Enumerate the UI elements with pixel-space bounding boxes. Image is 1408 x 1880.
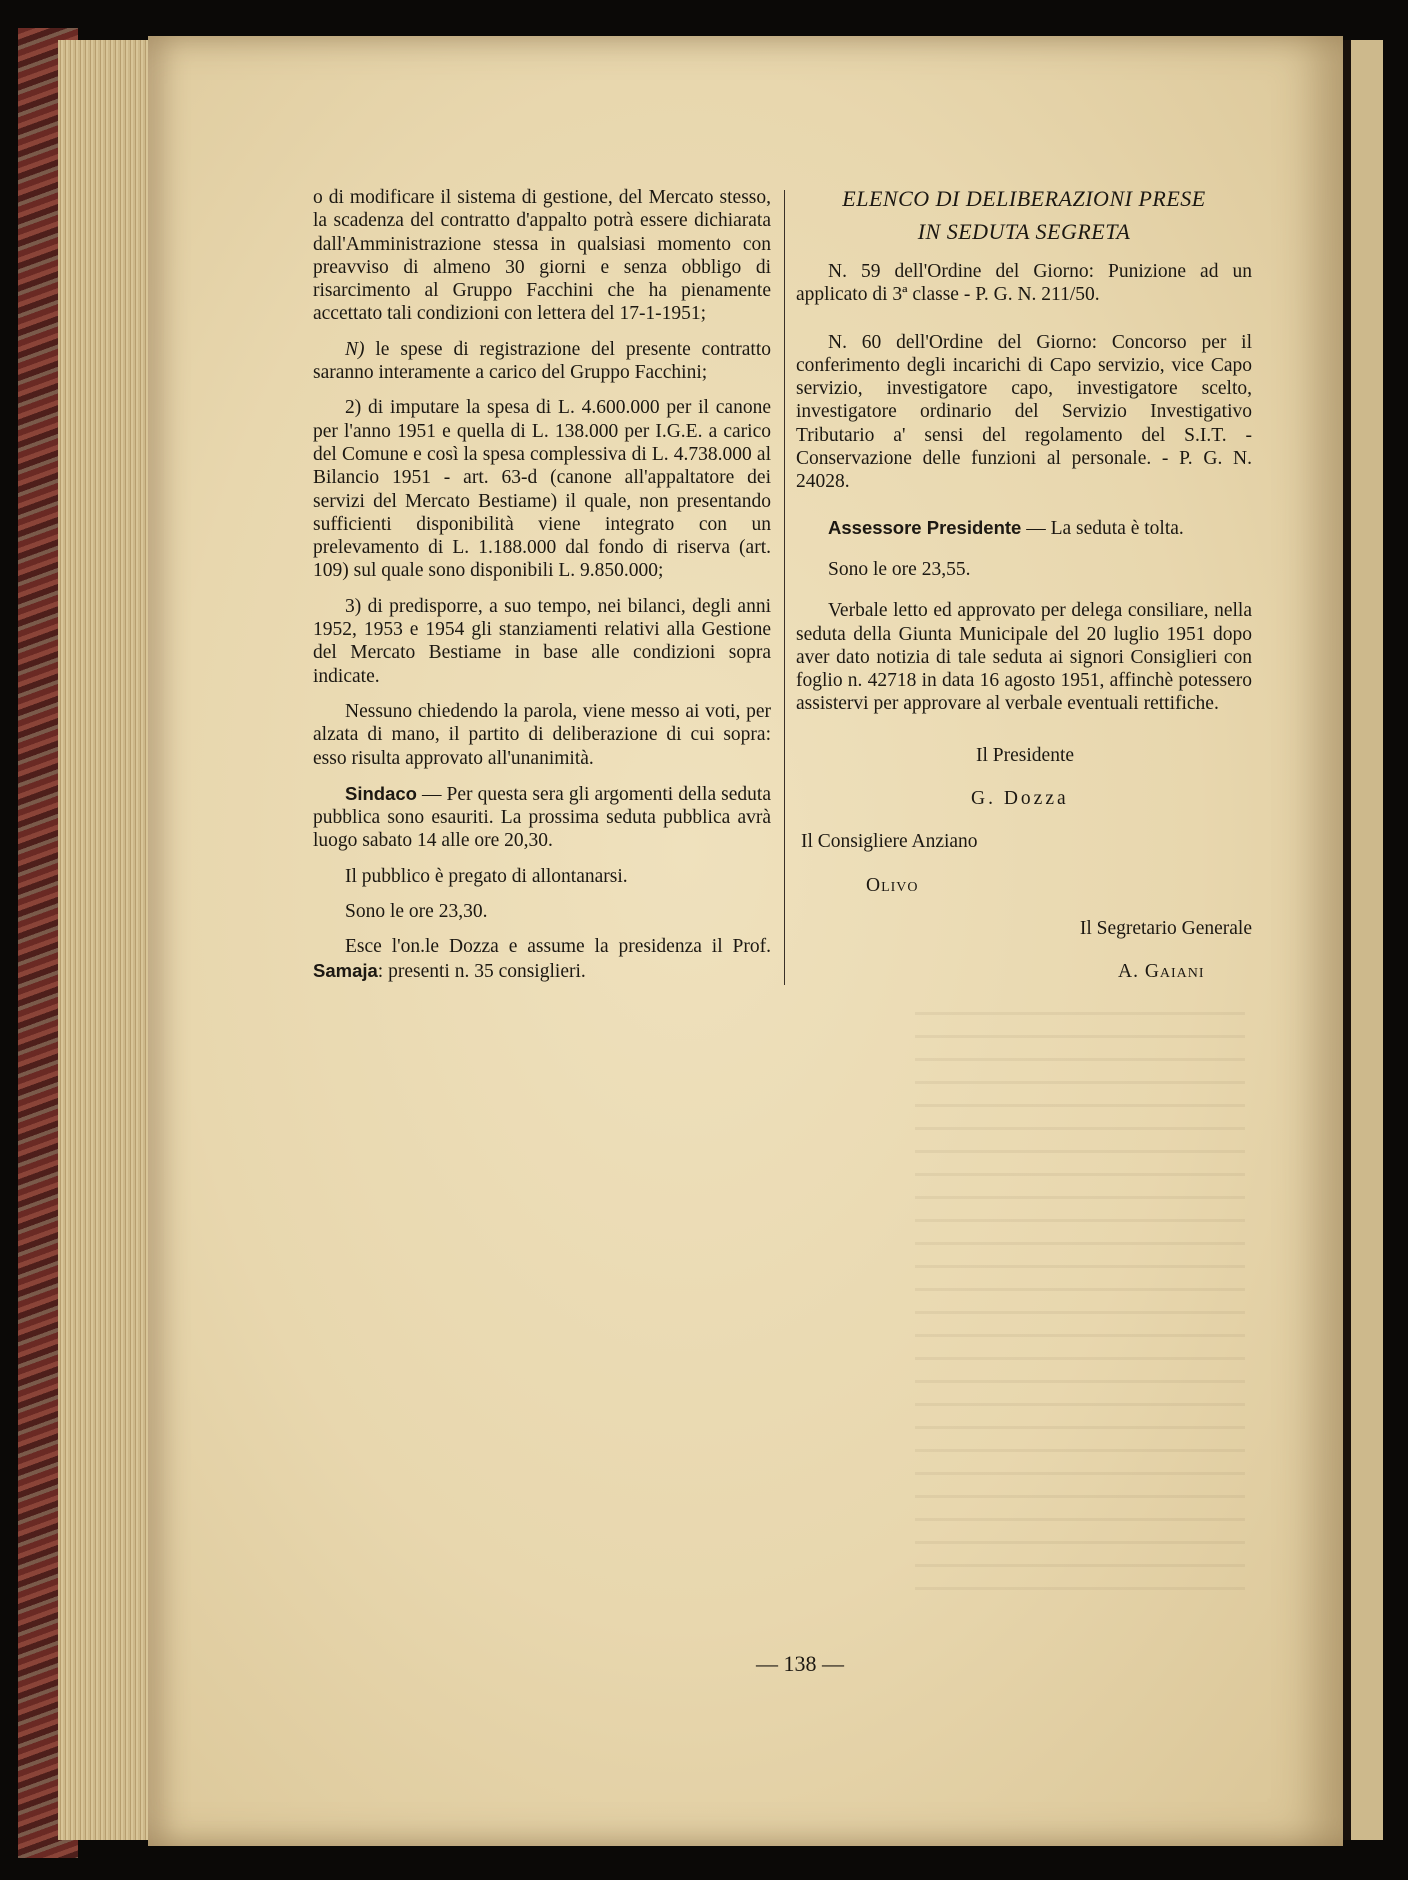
paragraph-contract-termination: o di modificare il sistema di gestione, del Mercato stesso, la scadenza del contratto d'appalto potrà essere dichiarata dall'Amministrazione stessa in qualsiasi momento con preavviso di almeno 30 giorni e senza obbligo di risarcimento al Gruppo Facchini che ha pienamente accettato tali condizioni con lettera del 17-1-1951;: [313, 187, 771, 325]
signature-secretary-title: Il Segretario Generale: [1079, 917, 1252, 939]
signature-anziano-title: Il Consigliere Anziano: [801, 831, 978, 853]
column-divider: [784, 190, 785, 985]
presidency-text-end: : presenti n. 35 consiglieri.: [377, 960, 586, 982]
right-column: [796, 186, 1252, 1004]
paragraph-closing-time: Sono le ore 23,55.: [828, 558, 971, 580]
deliberation-item-60: N. 60 dell'Ordine del Giorno: Concorso per il conferimento degli incarichi di Capo servizio, vice Capo servizio, investigatore capo, investigatore scelto, investigatore ordinario del Servizio Investigativo Tributario a' sensi del regolamento del S.I.T. - Conservazione delle funzioni al personale. - P. G. N. 24028.: [796, 331, 1252, 493]
signature-anziano-name: Olivo: [866, 874, 919, 896]
paragraph-presidency: [313, 935, 771, 983]
samaja-name: Samaja: [313, 959, 378, 981]
presidency-text: Esce l'on.le Dozza e assume la presidenza il Prof.: [345, 936, 771, 958]
item-text: le spese di registrazione del presente contratto saranno interamente a carico del Gruppo Facchini;: [313, 338, 771, 384]
show-through-text: [915, 1000, 1245, 1610]
deliberation-item-59: N. 59 dell'Ordine del Giorno: Punizione ad un applicato di 3ª classe - P. G. N. 211/50.: [796, 261, 1252, 306]
paragraph-vote: Nessuno chiedendo la parola, viene messo ai voti, per alzata di mano, il partito di deliberazione di cui sopra: esso risulta approvato all'unanimità.: [313, 700, 771, 769]
item-label: N): [345, 338, 365, 360]
speaker-name: Assessore Presidente: [828, 516, 1022, 538]
facing-page-edge: [1343, 40, 1383, 1840]
speaker-text: — La seduta è tolta.: [1021, 517, 1184, 539]
paragraph-sindaco: [313, 782, 771, 853]
paragraph-assessore: [796, 516, 1252, 540]
page-stack-edges: [58, 40, 151, 1840]
section-title-line2: IN SEDUTA SEGRETA: [917, 219, 1131, 244]
paragraph-time: Sono le ore 23,30.: [345, 901, 488, 923]
section-title-line1: ELENCO DI DELIBERAZIONI PRESE: [842, 186, 1206, 211]
paragraph-budget-planning: 3) di predisporre, a suo tempo, nei bilanci, degli anni 1952, 1953 e 1954 gli stanziamenti relativi alla Gestione del Mercato Bestiame in base alle condizioni sopra indicate.: [313, 595, 771, 687]
section-title: [796, 182, 1252, 248]
left-column: [313, 186, 771, 995]
speaker-text: — Per questa sera gli argomenti della seduta pubblica sono esauriti. La prossima seduta pubblica avrà luogo sabato 14 alle ore 20,30.: [313, 783, 771, 852]
paragraph-public-dismissed: Il pubblico è pregato di allontanarsi.: [345, 865, 628, 887]
paragraph-registration-costs: [313, 338, 771, 385]
paragraph-expense-allocation: 2) di imputare la spesa di L. 4.600.000 per il canone per l'anno 1951 e quella di L. 138.000 per I.G.E. a carico del Comune e così la spesa complessiva di L. 4.738.000 al Bilancio 1951 - art. 63-d (canone all'appaltatore dei servizi del Mercato Bestiame) il quale, non presentando sufficienti disponibilità viene integrato con un prelevamento di L. 1.188.000 dal fondo di riserva (art. 109) sul quale sono disponibili L. 9.850.000;: [313, 397, 771, 582]
signature-secretary-name: A. Gaiani: [1118, 961, 1205, 983]
speaker-name: Sindaco: [345, 782, 417, 804]
page-number: — 138 —: [756, 1651, 844, 1676]
signature-president-name: G. Dozza: [971, 788, 1069, 810]
paragraph-verbale: Verbale letto ed approvato per delega consiliare, nella seduta della Giunta Municipale del 20 luglio 1951 dopo aver dato notizia di tale seduta ai signori Consiglieri con foglio n. 42718 in data 16 agosto 1951, affinchè potessero assistervi per approvare al verbale eventuali rettifiche.: [796, 600, 1252, 715]
signature-president-title: Il Presidente: [976, 744, 1075, 766]
